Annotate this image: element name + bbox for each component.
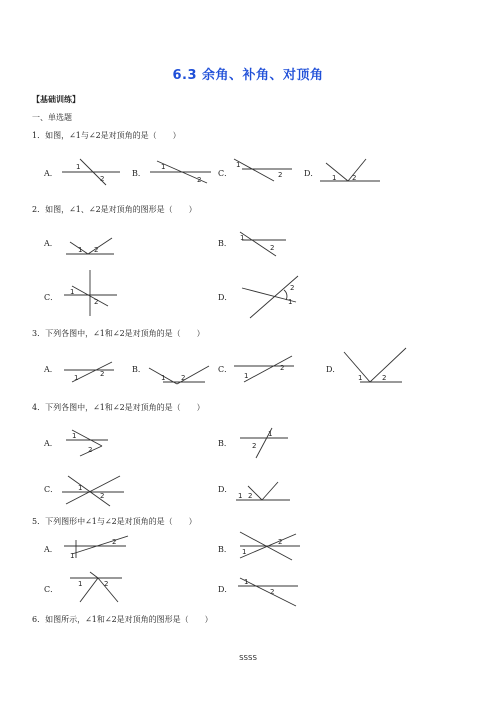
svg-text:2: 2 bbox=[100, 370, 105, 378]
svg-text:2: 2 bbox=[278, 538, 283, 546]
svg-text:1: 1 bbox=[70, 552, 75, 560]
svg-text:2: 2 bbox=[94, 246, 99, 254]
svg-text:1: 1 bbox=[332, 174, 337, 182]
q1-option-d[interactable]: D． bbox=[304, 169, 319, 178]
svg-text:2: 2 bbox=[100, 492, 105, 500]
page-title: 6.3 余角、补角、对顶角 bbox=[172, 68, 324, 83]
svg-text:2: 2 bbox=[112, 538, 117, 546]
q3-figure-a bbox=[62, 358, 122, 388]
q2-option-d[interactable]: D． bbox=[218, 293, 233, 302]
q5-figure-b bbox=[236, 530, 306, 570]
svg-text:1: 1 bbox=[268, 430, 273, 438]
svg-text:1: 1 bbox=[78, 580, 83, 588]
section-heading: 【基础训练】 bbox=[32, 94, 80, 104]
q2-figure-a bbox=[62, 232, 122, 262]
q5-option-a[interactable]: A． bbox=[44, 545, 58, 554]
q2-figure-d bbox=[240, 272, 300, 322]
svg-text:1: 1 bbox=[74, 374, 79, 382]
svg-text:2: 2 bbox=[352, 174, 357, 182]
svg-text:1: 1 bbox=[242, 548, 247, 556]
svg-text:1: 1 bbox=[161, 163, 166, 171]
svg-text:2: 2 bbox=[270, 588, 275, 596]
svg-text:1: 1 bbox=[288, 298, 293, 306]
q4-option-c[interactable]: C． bbox=[44, 485, 59, 494]
q1-option-c[interactable]: C． bbox=[218, 169, 233, 178]
q5-option-c[interactable]: C． bbox=[44, 585, 59, 594]
svg-text:1: 1 bbox=[76, 163, 81, 171]
q1-figure-c bbox=[230, 155, 300, 190]
svg-text:1: 1 bbox=[72, 432, 77, 440]
q5-figure-c bbox=[66, 570, 126, 606]
question-3-stem: 3．下列各图中，∠1和∠2是对顶角的是（ ） bbox=[32, 329, 205, 338]
q2-option-c[interactable]: C． bbox=[44, 293, 59, 302]
svg-text:2: 2 bbox=[100, 175, 105, 183]
q5-figure-d bbox=[236, 572, 306, 612]
q1-option-b[interactable]: B． bbox=[132, 169, 146, 178]
svg-text:1: 1 bbox=[78, 484, 83, 492]
q1-figure-a bbox=[60, 155, 130, 190]
q2-figure-b bbox=[236, 230, 296, 260]
q4-option-d[interactable]: D． bbox=[218, 485, 233, 494]
svg-text:2: 2 bbox=[104, 580, 109, 588]
svg-text:1: 1 bbox=[238, 492, 243, 500]
svg-text:2: 2 bbox=[248, 492, 253, 500]
q4-option-b[interactable]: B． bbox=[218, 439, 232, 448]
svg-text:1: 1 bbox=[161, 374, 166, 382]
svg-text:2: 2 bbox=[278, 171, 283, 179]
svg-text:2: 2 bbox=[270, 244, 275, 252]
q4-figure-a bbox=[62, 428, 122, 458]
q5-option-b[interactable]: B． bbox=[218, 545, 232, 554]
q5-figure-a bbox=[62, 532, 132, 562]
q3-option-a[interactable]: A． bbox=[44, 365, 58, 374]
page-footer: SSSS bbox=[239, 654, 257, 662]
svg-text:1: 1 bbox=[78, 246, 83, 254]
q4-figure-c bbox=[60, 470, 130, 510]
question-5-stem: 5．下列图形中∠1与∠2是对顶角的是（ ） bbox=[32, 517, 197, 526]
question-1-stem: 1．如图，∠1与∠2是对顶角的是（ ） bbox=[32, 131, 181, 140]
q2-option-a[interactable]: A． bbox=[44, 239, 58, 248]
svg-text:1: 1 bbox=[244, 372, 249, 380]
q3-figure-b bbox=[145, 358, 215, 388]
svg-text:2: 2 bbox=[382, 374, 387, 382]
svg-text:1: 1 bbox=[358, 374, 363, 382]
svg-text:2: 2 bbox=[252, 442, 257, 450]
q3-figure-c bbox=[232, 354, 302, 384]
q4-option-a[interactable]: A． bbox=[44, 439, 58, 448]
svg-text:2: 2 bbox=[197, 176, 202, 184]
question-4-stem: 4．下列各图中，∠1和∠2是对顶角的是（ ） bbox=[32, 403, 205, 412]
q3-option-b[interactable]: B． bbox=[132, 365, 146, 374]
svg-text:2: 2 bbox=[88, 446, 93, 454]
q5-option-d[interactable]: D． bbox=[218, 585, 233, 594]
q1-figure-b bbox=[145, 155, 215, 190]
subsection-heading: 一、单选题 bbox=[32, 113, 72, 122]
q2-figure-c bbox=[62, 268, 122, 318]
svg-text:1: 1 bbox=[236, 161, 241, 169]
svg-text:2: 2 bbox=[290, 284, 295, 292]
svg-text:1: 1 bbox=[70, 288, 75, 296]
q1-option-a[interactable]: A． bbox=[44, 169, 58, 178]
q3-option-c[interactable]: C． bbox=[218, 365, 233, 374]
svg-text:1: 1 bbox=[244, 578, 249, 586]
q4-figure-b bbox=[236, 424, 296, 460]
svg-text:1: 1 bbox=[240, 234, 245, 242]
question-2-stem: 2．如图，∠1、∠2是对顶角的图形是（ ） bbox=[32, 205, 197, 214]
q4-figure-d bbox=[234, 474, 294, 504]
svg-text:2: 2 bbox=[94, 298, 99, 306]
q3-option-d[interactable]: D． bbox=[326, 365, 341, 374]
question-6-stem: 6．如图所示，∠1和∠2是对顶角的图形是（ ） bbox=[32, 615, 213, 624]
svg-text:2: 2 bbox=[181, 374, 186, 382]
svg-text:2: 2 bbox=[280, 364, 285, 372]
q1-figure-d bbox=[318, 155, 388, 190]
q2-option-b[interactable]: B． bbox=[218, 239, 232, 248]
q3-figure-d bbox=[340, 346, 410, 391]
